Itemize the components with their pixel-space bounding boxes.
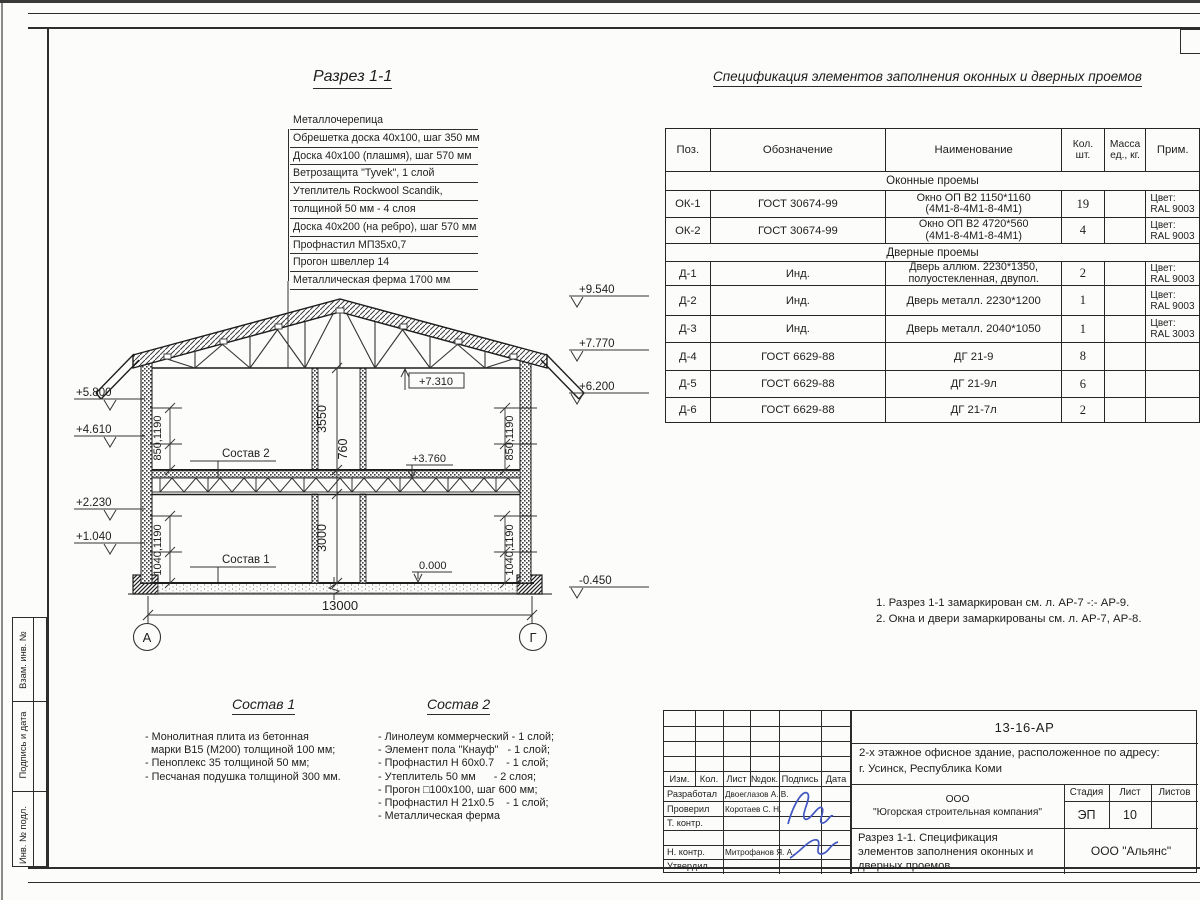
spec-row-ok1: ОК-1 ГОСТ 30674-99 Окно ОП В2 1150*1160 (4М1-8-4М1-8-4М1) 19 Цвет: RAL 9003 bbox=[666, 191, 1200, 218]
role-razrabotal-name: Двоеглазов А. В. bbox=[725, 790, 789, 799]
col-note: Прим. bbox=[1146, 129, 1200, 172]
callout-row: Доска 40х200 (на ребро), шаг 570 мм bbox=[290, 219, 478, 237]
stamp-col-izm: Изм. bbox=[669, 773, 690, 784]
col-pos: Поз. bbox=[666, 129, 711, 172]
sostav1-title: Состав 1 bbox=[232, 696, 295, 715]
strip-label-inv: Инв. № подл. bbox=[18, 806, 28, 864]
elev-9540: +9.540 bbox=[579, 284, 615, 296]
elev-1040: +1.040 bbox=[76, 531, 112, 543]
sheet-number: 10 bbox=[1123, 807, 1137, 822]
role-nkontr-name: Митрофанов Я. А. bbox=[725, 848, 795, 857]
sostav1-items: - Монолитная плита из бетонная марки В15 (М200) толщиной 100 мм; - Пеноплекс 35 толщиной 50 мм; - Песчаная подушка толщиной 300 мм. bbox=[145, 731, 341, 783]
role-tkontr: Т. контр. bbox=[667, 818, 703, 828]
spec-row-d1: Д-1 Инд. Дверь аллюм. 2230*1350, полуостекленная, двупол. 2 Цвет: RAL 9003 bbox=[666, 262, 1200, 286]
elev-6200: +6.200 bbox=[579, 381, 615, 393]
spec-header-row bbox=[666, 129, 1200, 172]
role-proveril: Проверил bbox=[667, 804, 710, 814]
callout-row: толщиной 50 мм - 4 слоя bbox=[290, 201, 478, 219]
level-7310: +7.310 bbox=[419, 376, 453, 388]
callout-row: Утеплитель Rockwool Scandik, bbox=[290, 183, 478, 201]
dim-right-upper: 850,1190 bbox=[504, 415, 516, 461]
note-1: 1. Разрез 1-1 замаркирован см. л. АР-7 -:- АР-9. bbox=[876, 597, 1130, 609]
stage-label: Стадия bbox=[1069, 787, 1104, 798]
elev-4610: +4.610 bbox=[76, 424, 112, 436]
col-name: Наименование bbox=[886, 129, 1062, 172]
elev-5800: +5.800 bbox=[76, 387, 112, 399]
spec-row-d2: Д-2 Инд. Дверь металл. 2230*1200 1 Цвет: RAL 9003 bbox=[666, 286, 1200, 316]
dim-left-upper: 850,1190 bbox=[152, 415, 164, 461]
callout-row: Металлочерепица bbox=[290, 112, 478, 130]
sostav2-title: Состав 2 bbox=[427, 696, 490, 715]
col-mass: Масса ед., кг. bbox=[1104, 129, 1146, 172]
dim-3550: 3550 bbox=[315, 405, 329, 433]
stamp-col-podpis: Подпись bbox=[781, 773, 819, 784]
spec-row-d4: Д-4 ГОСТ 6629-88 ДГ 21-9 8 bbox=[666, 343, 1200, 371]
spec-row-d6: Д-6 ГОСТ 6629-88 ДГ 21-7л 2 bbox=[666, 398, 1200, 423]
spec-row-d3: Д-3 Инд. Дверь металл. 2040*1050 1 Цвет: RAL 3003 bbox=[666, 316, 1200, 343]
axis-g-label: Г bbox=[529, 630, 537, 645]
elev-2230: +2.230 bbox=[76, 497, 112, 509]
band-windows: Оконные проемы bbox=[666, 172, 1200, 191]
callout-row: Металлическая ферма 1700 мм bbox=[290, 272, 478, 290]
role-nkontr: Н. контр. bbox=[667, 847, 705, 857]
spec-row-ok2: ОК-2 ГОСТ 30674-99 Окно ОП В2 4720*560 (4М1-8-4М1-8-4М1) 4 Цвет: RAL 9003 bbox=[666, 218, 1200, 244]
callout-row: Профнастил МП35х0,7 bbox=[290, 237, 478, 255]
stamp-col-data: Дата bbox=[825, 773, 847, 784]
drawing-notes bbox=[876, 596, 1142, 627]
spec-title: Спецификация элементов заполнения оконных и дверных проемов bbox=[713, 69, 1142, 87]
signature-1 bbox=[788, 793, 833, 824]
callout-row: Ветрозащита "Tyvek", 1 слой bbox=[290, 165, 478, 183]
spec-row-d5: Д-5 ГОСТ 6629-88 ДГ 21-9л 6 bbox=[666, 371, 1200, 398]
section-title: Разрез 1-1 bbox=[313, 68, 392, 89]
level-3760: +3.760 bbox=[412, 453, 446, 465]
dim-right-lower: 1040,1190 bbox=[504, 524, 516, 576]
callout-row: Прогон швеллер 14 bbox=[290, 254, 478, 272]
callout-row: Доска 40х100 (плашмя), шаг 570 мм bbox=[290, 148, 478, 166]
role-razrabotal: Разработал bbox=[667, 789, 718, 799]
col-designation: Обозначение bbox=[710, 129, 886, 172]
sheet-subtitle: Разрез 1-1. Спецификация элементов заполнения оконных и дверных проемов. bbox=[858, 832, 1034, 873]
sostav2-items: - Линолеум коммерческий - 1 слой; - Элемент пола "Кнауф" - 1 слой; - Профнастил Н 60х0.7 - 1 слой; - Утеплитель 50 мм - 2 слоя; - Прогон □100х100, шаг 600 мм; - Профнастил Н 21х0.5 - 1 слой; - Металлическая ферма bbox=[378, 731, 555, 823]
dim-3000: 3000 bbox=[315, 524, 329, 552]
role-proveril-name: Коротаев С. Н. bbox=[725, 805, 782, 814]
sheets-label: Листов bbox=[1158, 787, 1191, 798]
note-2: 2. Окна и двери замаркированы см. л. АР-7, АР-8. bbox=[876, 612, 1142, 625]
elev-7770: +7.770 bbox=[579, 338, 615, 350]
ref-sostav1: Состав 1 bbox=[222, 554, 270, 566]
band-doors: Дверные проемы bbox=[666, 244, 1200, 262]
dim-760: 760 bbox=[336, 438, 350, 460]
strip-label-vzam: Взам. инв. № bbox=[18, 631, 28, 689]
signature-scribbles bbox=[770, 780, 860, 870]
contractor-name: ООО "Альянс" bbox=[1090, 844, 1172, 858]
sheet-label: Лист bbox=[1119, 787, 1141, 798]
stamp-col-kol: Кол. bbox=[699, 773, 719, 784]
dim-left-lower: 1040,1190 bbox=[152, 524, 164, 576]
level-0000: 0.000 bbox=[419, 560, 447, 572]
ref-sostav2: Состав 2 bbox=[222, 448, 270, 460]
col-qty: Кол. шт. bbox=[1062, 129, 1105, 172]
title-block bbox=[663, 710, 1197, 873]
doc-number: 13-16-АР bbox=[994, 719, 1055, 735]
strip-label-podpis: Подпись и дата bbox=[18, 711, 28, 779]
stamp-col-list: Лист bbox=[726, 773, 747, 784]
object-line1: 2-х этажное офисное здание, расположенное по адресу: bbox=[859, 747, 1160, 759]
dim-13000: 13000 bbox=[321, 598, 359, 613]
elev-m0450: -0.450 bbox=[579, 575, 612, 587]
org-name: ООО "Югорская строительная компания" bbox=[873, 794, 1042, 818]
stage-value: ЭП bbox=[1077, 807, 1096, 822]
signature-2 bbox=[790, 840, 838, 858]
object-line2: г. Усинск, Республика Коми bbox=[859, 763, 1002, 775]
callout-row: Обрешетка доска 40х100, шаг 350 мм bbox=[290, 130, 478, 148]
spec-table bbox=[665, 128, 1200, 423]
role-utverdil: Утвердил bbox=[667, 861, 708, 871]
stamp-col-doc: №док. bbox=[750, 773, 779, 784]
axis-a-label: А bbox=[142, 630, 152, 645]
